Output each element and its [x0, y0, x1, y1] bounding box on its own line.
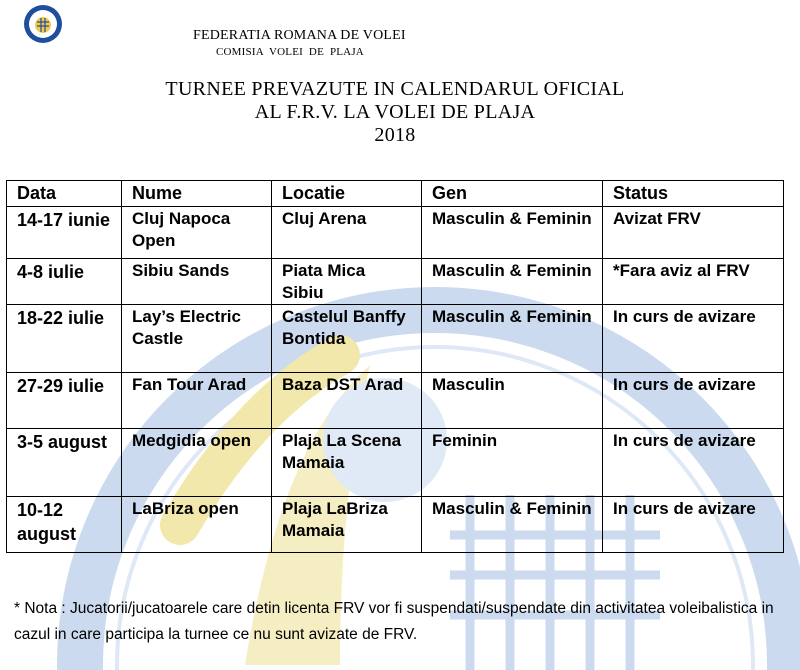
header-nume: Nume	[122, 181, 272, 207]
cell-location: Baza DST Arad	[272, 373, 422, 429]
cell-name: Fan Tour Arad	[122, 373, 272, 429]
cell-name: Sibiu Sands	[122, 259, 272, 305]
cell-date: 4-8 iulie	[7, 259, 122, 305]
cell-gender: Feminin	[422, 429, 603, 497]
cell-date: 10-12 august	[7, 497, 122, 553]
header-status: Status	[603, 181, 784, 207]
cell-gender: Masculin	[422, 373, 603, 429]
cell-date: 3-5 august	[7, 429, 122, 497]
cell-name: LaBriza open	[122, 497, 272, 553]
title-line-2: AL F.R.V. LA VOLEI DE PLAJA	[254, 101, 536, 123]
cell-gender: Masculin & Feminin	[422, 497, 603, 553]
table-row	[7, 207, 784, 259]
cell-location: Plaja LaBriza Mamaia	[272, 497, 422, 553]
header-data: Data	[7, 181, 122, 207]
cell-location: Plaja La Scena Mamaia	[272, 429, 422, 497]
cell-gender: Masculin & Feminin	[422, 305, 603, 373]
cell-status: *Fara aviz al FRV	[603, 259, 784, 305]
table-row	[7, 497, 784, 553]
table-row	[7, 373, 784, 429]
commission-name: COMISIA VOLEI DE PLAJA	[216, 46, 364, 58]
footnote: * Nota : Jucatorii/jucatoarele care detin licenta FRV vor fi suspendati/suspendate din activitatea voleibalistica in cazul in care participa la turnee ce nu sunt avizate de FRV.	[14, 600, 774, 643]
cell-name: Lay’s Electric Castle	[122, 305, 272, 373]
cell-status: Avizat FRV	[603, 207, 784, 259]
header-locatie: Locatie	[272, 181, 422, 207]
cell-name: Medgidia open	[122, 429, 272, 497]
cell-gender: Masculin & Feminin	[422, 207, 603, 259]
cell-status: In curs de avizare	[603, 305, 784, 373]
federation-name: FEDERATIA ROMANA DE VOLEI	[193, 28, 406, 43]
frv-logo	[23, 4, 63, 44]
organization-header	[193, 28, 406, 60]
title-line-1: TURNEE PREVAZUTE IN CALENDARUL OFICIAL	[165, 78, 625, 100]
cell-status: In curs de avizare	[603, 429, 784, 497]
header-gen: Gen	[422, 181, 603, 207]
table-row	[7, 429, 784, 497]
cell-date: 27-29 iulie	[7, 373, 122, 429]
table-header-row	[7, 181, 784, 207]
document-title	[0, 78, 790, 147]
cell-gender: Masculin & Feminin	[422, 259, 603, 305]
tournament-table	[6, 180, 784, 553]
cell-location: Cluj Arena	[272, 207, 422, 259]
table-row	[7, 259, 784, 305]
title-year: 2018	[374, 124, 416, 146]
cell-location: Piata Mica Sibiu	[272, 259, 422, 305]
cell-date: 18-22 iulie	[7, 305, 122, 373]
table-row	[7, 305, 784, 373]
cell-name: Cluj Napoca Open	[122, 207, 272, 259]
cell-location: Castelul Banffy Bontida	[272, 305, 422, 373]
cell-status: In curs de avizare	[603, 373, 784, 429]
cell-date: 14-17 iunie	[7, 207, 122, 259]
cell-status: In curs de avizare	[603, 497, 784, 553]
